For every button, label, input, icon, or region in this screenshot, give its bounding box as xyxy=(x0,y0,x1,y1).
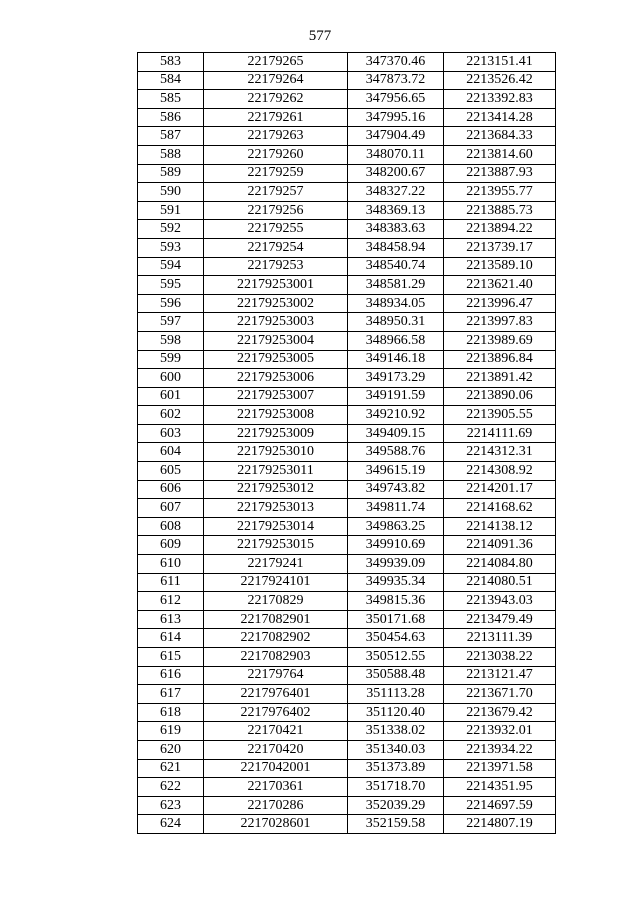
point-id-cell: 22179253015 xyxy=(204,536,348,555)
row-number-cell: 615 xyxy=(138,648,204,667)
point-id-cell: 22179253001 xyxy=(204,276,348,295)
point-id-cell: 2217976401 xyxy=(204,685,348,704)
table-row xyxy=(138,740,556,759)
x-coordinate-cell: 349935.34 xyxy=(348,573,444,592)
row-number-cell: 594 xyxy=(138,257,204,276)
point-id-cell: 22179253003 xyxy=(204,313,348,332)
table-row xyxy=(138,592,556,611)
x-coordinate-cell: 350512.55 xyxy=(348,648,444,667)
table-row xyxy=(138,462,556,481)
x-coordinate-cell: 351338.02 xyxy=(348,722,444,741)
y-coordinate-cell: 2213679.42 xyxy=(444,703,556,722)
y-coordinate-cell: 2213896.84 xyxy=(444,350,556,369)
row-number-cell: 621 xyxy=(138,759,204,778)
point-id-cell: 22179253008 xyxy=(204,406,348,425)
point-id-cell: 22179253 xyxy=(204,257,348,276)
x-coordinate-cell: 351340.03 xyxy=(348,740,444,759)
point-id-cell: 22179257 xyxy=(204,183,348,202)
page-number: 577 xyxy=(308,28,332,44)
coordinate-table xyxy=(137,52,556,834)
table-row xyxy=(138,610,556,629)
y-coordinate-cell: 2213392.83 xyxy=(444,90,556,109)
table-row xyxy=(138,406,556,425)
table-row xyxy=(138,276,556,295)
y-coordinate-cell: 2213621.40 xyxy=(444,276,556,295)
x-coordinate-cell: 349939.09 xyxy=(348,555,444,574)
table-row xyxy=(138,145,556,164)
row-number-cell: 622 xyxy=(138,778,204,797)
x-coordinate-cell: 349743.82 xyxy=(348,480,444,499)
row-number-cell: 583 xyxy=(138,53,204,72)
row-number-cell: 609 xyxy=(138,536,204,555)
x-coordinate-cell: 348540.74 xyxy=(348,257,444,276)
table-row xyxy=(138,90,556,109)
table-row xyxy=(138,759,556,778)
point-id-cell: 2217924101 xyxy=(204,573,348,592)
table-row xyxy=(138,294,556,313)
table-row xyxy=(138,648,556,667)
point-id-cell: 22179253007 xyxy=(204,387,348,406)
table-row xyxy=(138,127,556,146)
row-number-cell: 605 xyxy=(138,462,204,481)
y-coordinate-cell: 2213955.77 xyxy=(444,183,556,202)
y-coordinate-cell: 2213885.73 xyxy=(444,201,556,220)
point-id-cell: 22170829 xyxy=(204,592,348,611)
y-coordinate-cell: 2214807.19 xyxy=(444,815,556,834)
x-coordinate-cell: 348581.29 xyxy=(348,276,444,295)
row-number-cell: 595 xyxy=(138,276,204,295)
row-number-cell: 604 xyxy=(138,443,204,462)
point-id-cell: 22179253004 xyxy=(204,331,348,350)
y-coordinate-cell: 2213943.03 xyxy=(444,592,556,611)
x-coordinate-cell: 352039.29 xyxy=(348,796,444,815)
row-number-cell: 599 xyxy=(138,350,204,369)
x-coordinate-cell: 349146.18 xyxy=(348,350,444,369)
point-id-cell: 22179262 xyxy=(204,90,348,109)
y-coordinate-cell: 2213905.55 xyxy=(444,406,556,425)
point-id-cell: 22170421 xyxy=(204,722,348,741)
y-coordinate-cell: 2213479.49 xyxy=(444,610,556,629)
row-number-cell: 612 xyxy=(138,592,204,611)
point-id-cell: 22179253013 xyxy=(204,499,348,518)
point-id-cell: 22179255 xyxy=(204,220,348,239)
y-coordinate-cell: 2214168.62 xyxy=(444,499,556,518)
table-row xyxy=(138,108,556,127)
point-id-cell: 22179260 xyxy=(204,145,348,164)
x-coordinate-cell: 351718.70 xyxy=(348,778,444,797)
point-id-cell: 22170286 xyxy=(204,796,348,815)
x-coordinate-cell: 349615.19 xyxy=(348,462,444,481)
row-number-cell: 596 xyxy=(138,294,204,313)
table-row xyxy=(138,183,556,202)
row-number-cell: 602 xyxy=(138,406,204,425)
y-coordinate-cell: 2213890.06 xyxy=(444,387,556,406)
y-coordinate-cell: 2214312.31 xyxy=(444,443,556,462)
x-coordinate-cell: 351373.89 xyxy=(348,759,444,778)
y-coordinate-cell: 2214111.69 xyxy=(444,424,556,443)
table-row xyxy=(138,722,556,741)
y-coordinate-cell: 2213151.41 xyxy=(444,53,556,72)
point-id-cell: 2217082902 xyxy=(204,629,348,648)
x-coordinate-cell: 349173.29 xyxy=(348,369,444,388)
x-coordinate-cell: 347956.65 xyxy=(348,90,444,109)
table-row xyxy=(138,815,556,834)
y-coordinate-cell: 2213887.93 xyxy=(444,164,556,183)
point-id-cell: 22179263 xyxy=(204,127,348,146)
x-coordinate-cell: 348934.05 xyxy=(348,294,444,313)
y-coordinate-cell: 2214138.12 xyxy=(444,517,556,536)
table-row xyxy=(138,536,556,555)
point-id-cell: 22179265 xyxy=(204,53,348,72)
row-number-cell: 603 xyxy=(138,424,204,443)
x-coordinate-cell: 348200.67 xyxy=(348,164,444,183)
row-number-cell: 614 xyxy=(138,629,204,648)
row-number-cell: 598 xyxy=(138,331,204,350)
point-id-cell: 2217042001 xyxy=(204,759,348,778)
point-id-cell: 2217082903 xyxy=(204,648,348,667)
table-row xyxy=(138,796,556,815)
x-coordinate-cell: 348966.58 xyxy=(348,331,444,350)
table-row xyxy=(138,71,556,90)
table-row xyxy=(138,331,556,350)
x-coordinate-cell: 350171.68 xyxy=(348,610,444,629)
point-id-cell: 22179253010 xyxy=(204,443,348,462)
row-number-cell: 606 xyxy=(138,480,204,499)
point-id-cell: 22179253006 xyxy=(204,369,348,388)
y-coordinate-cell: 2214697.59 xyxy=(444,796,556,815)
y-coordinate-cell: 2213038.22 xyxy=(444,648,556,667)
table-row xyxy=(138,517,556,536)
point-id-cell: 22170420 xyxy=(204,740,348,759)
table-row xyxy=(138,350,556,369)
x-coordinate-cell: 348070.11 xyxy=(348,145,444,164)
table-row xyxy=(138,238,556,257)
point-id-cell: 2217028601 xyxy=(204,815,348,834)
x-coordinate-cell: 351120.40 xyxy=(348,703,444,722)
row-number-cell: 617 xyxy=(138,685,204,704)
row-number-cell: 587 xyxy=(138,127,204,146)
table-row xyxy=(138,666,556,685)
table-row xyxy=(138,778,556,797)
point-id-cell: 22179261 xyxy=(204,108,348,127)
x-coordinate-cell: 348458.94 xyxy=(348,238,444,257)
table-row xyxy=(138,499,556,518)
point-id-cell: 2217976402 xyxy=(204,703,348,722)
row-number-cell: 586 xyxy=(138,108,204,127)
y-coordinate-cell: 2213814.60 xyxy=(444,145,556,164)
row-number-cell: 600 xyxy=(138,369,204,388)
x-coordinate-cell: 352159.58 xyxy=(348,815,444,834)
row-number-cell: 613 xyxy=(138,610,204,629)
x-coordinate-cell: 349588.76 xyxy=(348,443,444,462)
row-number-cell: 624 xyxy=(138,815,204,834)
point-id-cell: 22179764 xyxy=(204,666,348,685)
x-coordinate-cell: 347995.16 xyxy=(348,108,444,127)
point-id-cell: 22179253002 xyxy=(204,294,348,313)
y-coordinate-cell: 2213526.42 xyxy=(444,71,556,90)
row-number-cell: 590 xyxy=(138,183,204,202)
x-coordinate-cell: 348327.22 xyxy=(348,183,444,202)
y-coordinate-cell: 2214308.92 xyxy=(444,462,556,481)
x-coordinate-cell: 347370.46 xyxy=(348,53,444,72)
y-coordinate-cell: 2213934.22 xyxy=(444,740,556,759)
row-number-cell: 592 xyxy=(138,220,204,239)
row-number-cell: 588 xyxy=(138,145,204,164)
row-number-cell: 623 xyxy=(138,796,204,815)
point-id-cell: 2217082901 xyxy=(204,610,348,629)
x-coordinate-cell: 350588.48 xyxy=(348,666,444,685)
row-number-cell: 585 xyxy=(138,90,204,109)
row-number-cell: 620 xyxy=(138,740,204,759)
row-number-cell: 607 xyxy=(138,499,204,518)
table-row xyxy=(138,703,556,722)
table-row xyxy=(138,573,556,592)
table-row xyxy=(138,369,556,388)
table-row xyxy=(138,164,556,183)
row-number-cell: 584 xyxy=(138,71,204,90)
table-row xyxy=(138,424,556,443)
y-coordinate-cell: 2213996.47 xyxy=(444,294,556,313)
row-number-cell: 591 xyxy=(138,201,204,220)
x-coordinate-cell: 348369.13 xyxy=(348,201,444,220)
point-id-cell: 22179253011 xyxy=(204,462,348,481)
y-coordinate-cell: 2214091.36 xyxy=(444,536,556,555)
y-coordinate-cell: 2213121.47 xyxy=(444,666,556,685)
y-coordinate-cell: 2213414.28 xyxy=(444,108,556,127)
x-coordinate-cell: 349210.92 xyxy=(348,406,444,425)
table-row xyxy=(138,555,556,574)
table-row xyxy=(138,629,556,648)
row-number-cell: 618 xyxy=(138,703,204,722)
table-body xyxy=(138,53,556,834)
y-coordinate-cell: 2214080.51 xyxy=(444,573,556,592)
x-coordinate-cell: 349409.15 xyxy=(348,424,444,443)
row-number-cell: 589 xyxy=(138,164,204,183)
point-id-cell: 22170361 xyxy=(204,778,348,797)
x-coordinate-cell: 347904.49 xyxy=(348,127,444,146)
point-id-cell: 22179253012 xyxy=(204,480,348,499)
table-row xyxy=(138,220,556,239)
row-number-cell: 611 xyxy=(138,573,204,592)
table-row xyxy=(138,685,556,704)
x-coordinate-cell: 349815.36 xyxy=(348,592,444,611)
point-id-cell: 22179264 xyxy=(204,71,348,90)
x-coordinate-cell: 349910.69 xyxy=(348,536,444,555)
row-number-cell: 610 xyxy=(138,555,204,574)
table-row xyxy=(138,313,556,332)
table-row xyxy=(138,387,556,406)
table-row xyxy=(138,443,556,462)
y-coordinate-cell: 2213971.58 xyxy=(444,759,556,778)
table-row xyxy=(138,53,556,72)
row-number-cell: 597 xyxy=(138,313,204,332)
row-number-cell: 616 xyxy=(138,666,204,685)
x-coordinate-cell: 349863.25 xyxy=(348,517,444,536)
table-row xyxy=(138,201,556,220)
row-number-cell: 608 xyxy=(138,517,204,536)
y-coordinate-cell: 2213671.70 xyxy=(444,685,556,704)
table-row xyxy=(138,480,556,499)
point-id-cell: 22179241 xyxy=(204,555,348,574)
point-id-cell: 22179253014 xyxy=(204,517,348,536)
x-coordinate-cell: 347873.72 xyxy=(348,71,444,90)
y-coordinate-cell: 2213997.83 xyxy=(444,313,556,332)
y-coordinate-cell: 2213891.42 xyxy=(444,369,556,388)
x-coordinate-cell: 351113.28 xyxy=(348,685,444,704)
y-coordinate-cell: 2213739.17 xyxy=(444,238,556,257)
table-row xyxy=(138,257,556,276)
y-coordinate-cell: 2213589.10 xyxy=(444,257,556,276)
y-coordinate-cell: 2213989.69 xyxy=(444,331,556,350)
point-id-cell: 22179254 xyxy=(204,238,348,257)
point-id-cell: 22179253005 xyxy=(204,350,348,369)
y-coordinate-cell: 2213894.22 xyxy=(444,220,556,239)
x-coordinate-cell: 349191.59 xyxy=(348,387,444,406)
x-coordinate-cell: 349811.74 xyxy=(348,499,444,518)
y-coordinate-cell: 2214084.80 xyxy=(444,555,556,574)
x-coordinate-cell: 348950.31 xyxy=(348,313,444,332)
y-coordinate-cell: 2214201.17 xyxy=(444,480,556,499)
point-id-cell: 22179256 xyxy=(204,201,348,220)
x-coordinate-cell: 350454.63 xyxy=(348,629,444,648)
y-coordinate-cell: 2213684.33 xyxy=(444,127,556,146)
x-coordinate-cell: 348383.63 xyxy=(348,220,444,239)
row-number-cell: 601 xyxy=(138,387,204,406)
point-id-cell: 22179259 xyxy=(204,164,348,183)
row-number-cell: 619 xyxy=(138,722,204,741)
y-coordinate-cell: 2214351.95 xyxy=(444,778,556,797)
y-coordinate-cell: 2213932.01 xyxy=(444,722,556,741)
row-number-cell: 593 xyxy=(138,238,204,257)
y-coordinate-cell: 2213111.39 xyxy=(444,629,556,648)
point-id-cell: 22179253009 xyxy=(204,424,348,443)
